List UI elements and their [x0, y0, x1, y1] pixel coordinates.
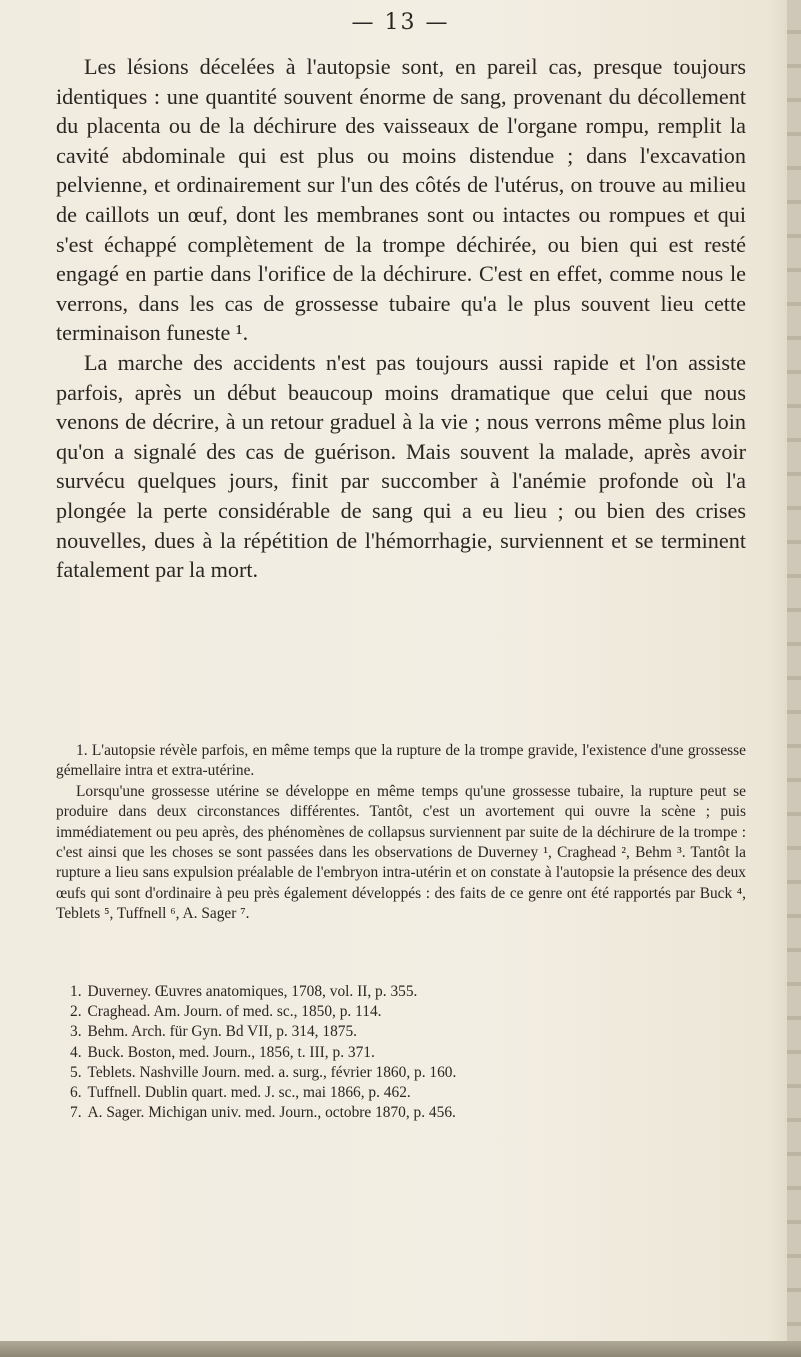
- main-text: [56, 52, 746, 585]
- footnote-paragraph: 1. L'autopsie révèle parfois, en même temps que la rupture de la trompe gravide, l'existence d'une grossesse gémellaire intra et extra-utérine.: [56, 742, 746, 780]
- reference-text: Teblets. Nashville Journ. med. a. surg., février 1860, p. 160.: [87, 1063, 457, 1081]
- reference-item: [70, 1103, 746, 1123]
- page-number: — 13 —: [351, 10, 450, 35]
- reference-text: Duverney. Œuvres anatomiques, 1708, vol. II, p. 355.: [87, 983, 418, 1000]
- reference-item: [70, 1022, 746, 1042]
- reference-text: Tuffnell. Dublin quart. med. J. sc., mai 1866, p. 462.: [87, 1084, 411, 1102]
- footnote-paragraph: Lorsqu'une grossesse utérine se développe en même temps qu'une grossesse tubaire, la rupture peut se produire dans deux circonstances différentes. Tantôt, c'est un avortement qui ouvre la scène ; puis immédiatement ou peu après, des phénomènes de collapsus surviennent par suite de la déchirure de la trompe : c'est ainsi que les choses se sont passées dans les observations de Duverney ¹, Craghead ², Behm ³. Tantôt la rupture a lieu sans expulsion préalable de l'embryon intra-utérin et on constate à l'autopsie la présence des deux œufs qui sont d'ordinaire à peu près également développés : des faits de ce genre ont été rapportés par Buck ⁴, Teblets ⁵, Tuffnell ⁶, A. Sager ⁷.: [56, 782, 746, 923]
- reference-list: [70, 982, 746, 1123]
- reference-item: [70, 1063, 746, 1083]
- reference-number: 3.: [70, 1023, 82, 1041]
- reference-item: [70, 1083, 746, 1103]
- reference-text: A. Sager. Michigan univ. med. Journ., octobre 1870, p. 456.: [87, 1104, 456, 1122]
- reference-number: 1.: [70, 983, 82, 1000]
- paragraph: La marche des accidents n'est pas toujours aussi rapide et l'on assiste parfois, après un début beaucoup moins dramatique que celui que nous venons de décrire, à un retour graduel à la vie ; nous verrons même plus loin qu'on a signalé des cas de guérison. Mais souvent la malade, après avoir survécu quelques jours, finit par succomber à l'anémie profonde où l'a plongée la perte considérable de sang qui a eu lieu ; ou bien des crises nouvelles, dues à la répétition de l'hémorrhagie, surviennent et se terminent fatalement par la mort.: [56, 349, 746, 583]
- reference-text: Buck. Boston, med. Journ., 1856, t. III, p. 371.: [87, 1043, 375, 1061]
- reference-item: [70, 1043, 746, 1063]
- reference-text: Behm. Arch. für Gyn. Bd VII, p. 314, 1875.: [87, 1023, 358, 1041]
- paragraph: Les lésions décelées à l'autopsie sont, en pareil cas, presque toujours identiques : une quantité souvent énorme de sang, provenant du décollement du placenta ou de la déchirure des vaisseaux de l'organe rompu, remplit la cavité abdominale qui est plus ou moins distendue ; dans l'excavation pelvienne, et ordinairement sur l'un des côtés de l'utérus, on trouve au milieu de caillots un œuf, dont les membranes sont ou intactes ou rompues et qui s'est échappé complètement de la trompe déchirée, ou bien qui est resté engagé en partie dans l'orifice de la déchirure. C'est en effet, comme nous le verrons, dans les cas de grossesse tubaire qu'a le plus souvent lieu cette terminaison funeste ¹.: [56, 54, 746, 346]
- footnote: [56, 741, 746, 925]
- reference-number: 6.: [70, 1084, 82, 1102]
- reference-item: [70, 982, 746, 1002]
- reference-number: 7.: [70, 1104, 82, 1122]
- reference-text: Craghead. Am. Journ. of med. sc., 1850, p. 114.: [87, 1003, 382, 1021]
- scan-bottom-edge: [0, 1341, 801, 1357]
- reference-number: 2.: [70, 1003, 82, 1021]
- page-edge: [787, 0, 801, 1357]
- reference-item: [70, 1002, 746, 1022]
- reference-number: 4.: [70, 1043, 82, 1061]
- reference-number: 5.: [70, 1063, 82, 1081]
